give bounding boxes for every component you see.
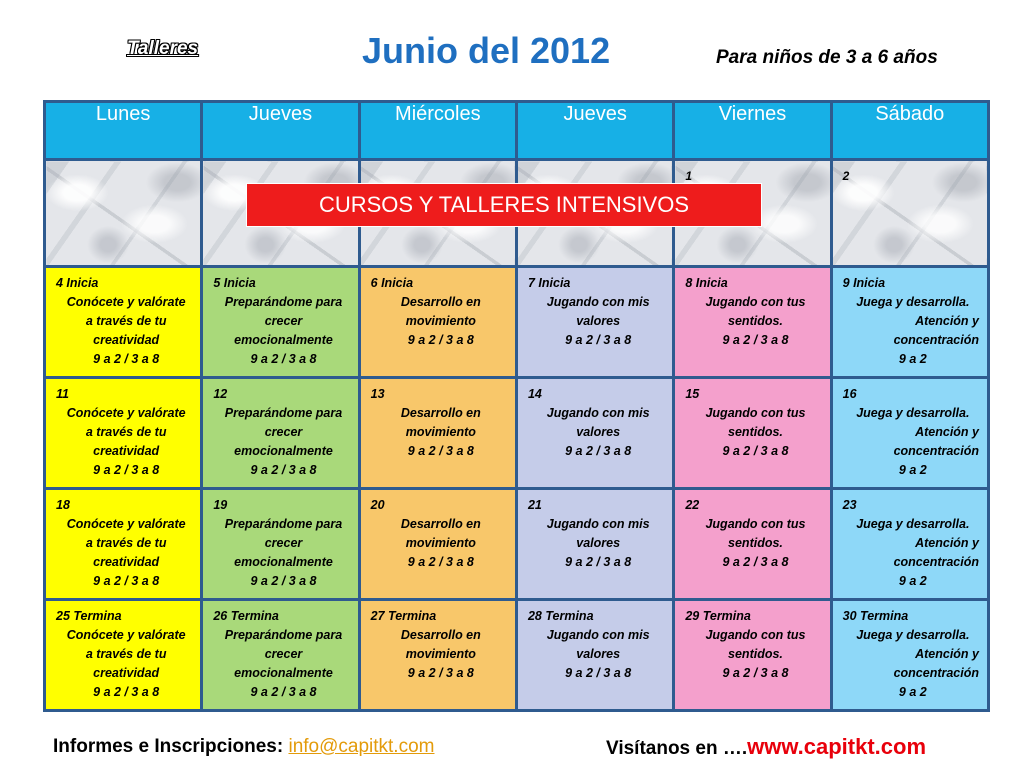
day-number: 19: [213, 498, 228, 512]
email-link[interactable]: info@capitkt.com: [288, 736, 435, 757]
workshop-text: Desarrollo en: [400, 517, 481, 531]
workshop-schedule: 9 a 2 / 3 a 8: [722, 333, 789, 347]
day-number: 27 Termina: [370, 609, 437, 623]
day-cell: [516, 267, 673, 378]
workshop-text: concentración: [893, 555, 979, 569]
workshop-text: creatividad: [93, 333, 160, 347]
workshop-text: concentración: [893, 666, 979, 680]
day-number: 23: [842, 498, 857, 512]
workshop-schedule: 9 a 2 / 3 a 8: [565, 333, 632, 347]
day-cell: [831, 267, 988, 378]
talleres-tag: Talleres: [127, 38, 199, 59]
workshop-text: crecer: [264, 647, 303, 661]
workshop-schedule: 9 a 2 / 3 a 8: [407, 444, 474, 458]
workshop-text: Juega y desarrolla.: [856, 295, 970, 309]
workshop-text: Desarrollo en: [400, 406, 481, 420]
workshop-text: crecer: [264, 425, 303, 439]
workshop-schedule: 9 a 2 / 3 a 8: [250, 685, 317, 699]
page-title: Junio del 2012: [362, 30, 611, 71]
workshop-schedule: 9 a 2 / 3 a 8: [250, 574, 317, 588]
day-header-miercoles: Miércoles: [359, 102, 516, 160]
workshop-text: movimiento: [405, 425, 476, 439]
footer-visit: [606, 734, 926, 760]
day-cell: [359, 489, 516, 600]
day-number: 30 Termina: [842, 609, 909, 623]
workshop-schedule: 9 a 2: [898, 574, 927, 588]
day-cell: [831, 489, 988, 600]
workshop-text: emocionalmente: [234, 555, 333, 569]
day-number: 1: [685, 169, 692, 183]
workshop-text: sentidos.: [728, 425, 783, 439]
day-cell: [674, 489, 831, 600]
day-number: 2: [842, 169, 850, 183]
workshop-schedule: 9 a 2 / 3 a 8: [93, 574, 160, 588]
day-cell: [516, 600, 673, 711]
workshop-text: Juega y desarrolla.: [856, 517, 970, 531]
day-cell: [674, 267, 831, 378]
day-cell: [202, 600, 359, 711]
workshop-schedule: 9 a 2 / 3 a 8: [407, 666, 474, 680]
day-cell: [45, 489, 202, 600]
day-cell: [45, 267, 202, 378]
workshop-schedule: 9 a 2 / 3 a 8: [722, 444, 789, 458]
day-number: 21: [527, 498, 542, 512]
workshop-text: Conócete y valórate: [66, 406, 186, 420]
workshop-text: movimiento: [405, 536, 476, 550]
workshop-schedule: 9 a 2 / 3 a 8: [93, 685, 160, 699]
day-number: 11: [56, 387, 69, 401]
workshop-text: creatividad: [93, 444, 160, 458]
day-cell: [45, 600, 202, 711]
workshop-text: a través de tu: [85, 536, 167, 550]
calendar-row-week-2: [45, 378, 989, 489]
workshop-text: a través de tu: [85, 425, 167, 439]
day-cell: [45, 378, 202, 489]
day-number: 7 Inicia: [527, 276, 571, 290]
day-cell: [516, 378, 673, 489]
day-number: 26 Termina: [213, 609, 279, 623]
day-number: 29 Termina: [685, 609, 751, 623]
workshop-text: Juega y desarrolla.: [856, 406, 970, 420]
workshop-text: valores: [576, 536, 621, 550]
calendar-header-row: [45, 102, 989, 160]
workshop-text: movimiento: [405, 314, 476, 328]
workshop-schedule: 9 a 2 / 3 a 8: [407, 333, 474, 347]
day-number: 25 Termina: [56, 609, 122, 623]
footer-info: [53, 736, 434, 758]
day-number: 22: [685, 498, 700, 512]
day-cell: [359, 378, 516, 489]
workshop-schedule: 9 a 2: [898, 463, 927, 477]
workshop-text: Jugando con tus: [705, 628, 806, 642]
empty-cell: [45, 160, 202, 267]
workshop-text: creatividad: [93, 555, 160, 569]
workshop-text: Atención y: [915, 314, 979, 328]
workshop-text: Preparándome para: [224, 517, 343, 531]
day-header-jueves-2: Jueves: [516, 102, 673, 160]
day-number: 15: [685, 387, 700, 401]
day-number: 18: [56, 498, 70, 512]
workshop-text: emocionalmente: [234, 666, 333, 680]
workshop-text: Jugando con mis: [546, 517, 650, 531]
workshop-text: sentidos.: [728, 314, 783, 328]
day-header-jueves: Jueves: [202, 102, 359, 160]
day-cell: [202, 378, 359, 489]
workshop-text: valores: [576, 425, 621, 439]
workshop-text: concentración: [893, 444, 979, 458]
workshop-schedule: 9 a 2 / 3 a 8: [722, 555, 789, 569]
workshop-text: creatividad: [93, 666, 160, 680]
workshop-text: Jugando con mis: [546, 628, 650, 642]
workshop-text: Jugando con mis: [546, 295, 650, 309]
workshop-text: Conócete y valórate: [66, 628, 186, 642]
workshop-text: Conócete y valórate: [66, 517, 186, 531]
day-number: 16: [842, 387, 857, 401]
day-cell-2: [831, 160, 988, 267]
day-number: 5 Inicia: [213, 276, 256, 290]
calendar-row-week-4: [45, 600, 989, 711]
workshop-text: Jugando con mis: [546, 406, 650, 420]
day-number: 9 Inicia: [842, 276, 886, 290]
workshop-text: movimiento: [405, 647, 476, 661]
workshop-text: valores: [576, 314, 621, 328]
workshop-text: Desarrollo en: [400, 628, 481, 642]
workshop-text: Jugando con tus: [705, 295, 806, 309]
workshop-text: Desarrollo en: [400, 295, 481, 309]
website-link[interactable]: www.capitkt.com: [747, 734, 927, 759]
workshop-text: a través de tu: [85, 314, 167, 328]
day-cell: [516, 489, 673, 600]
day-cell: [831, 600, 988, 711]
workshop-text: Jugando con tus: [705, 406, 806, 420]
workshop-schedule: 9 a 2 / 3 a 8: [407, 555, 474, 569]
calendar-row-week-1: [45, 267, 989, 378]
workshop-text: Atención y: [915, 425, 979, 439]
day-cell: [831, 378, 988, 489]
day-cell: [359, 600, 516, 711]
workshop-schedule: 9 a 2 / 3 a 8: [565, 666, 632, 680]
day-number: 28 Termina: [527, 609, 594, 623]
day-header-sabado: Sábado: [831, 102, 988, 160]
workshop-text: Juega y desarrolla.: [856, 628, 970, 642]
day-cell: [202, 267, 359, 378]
visit-label: Visítanos en ….: [606, 738, 748, 759]
workshop-schedule: 9 a 2: [898, 352, 927, 366]
workshop-text: Jugando con tus: [705, 517, 806, 531]
day-number: 8 Inicia: [685, 276, 728, 290]
workshop-schedule: 9 a 2 / 3 a 8: [93, 463, 160, 477]
intensive-courses-banner: CURSOS Y TALLERES INTENSIVOS: [246, 183, 762, 227]
workshop-text: Preparándome para: [224, 628, 343, 642]
workshop-text: valores: [576, 647, 621, 661]
day-number: 20: [370, 498, 385, 512]
workshop-text: a través de tu: [85, 647, 167, 661]
day-number: 13: [370, 387, 385, 401]
workshop-text: sentidos.: [728, 536, 783, 550]
day-number: 6 Inicia: [370, 276, 414, 290]
day-number: 12: [213, 387, 228, 401]
workshop-text: concentración: [893, 333, 979, 347]
info-label: Informes e Inscripciones:: [53, 736, 289, 757]
day-cell: [674, 600, 831, 711]
workshop-schedule: 9 a 2: [898, 685, 927, 699]
calendar-row-week-3: [45, 489, 989, 600]
day-number: 4 Inicia: [56, 276, 99, 290]
workshop-text: Conócete y valórate: [66, 295, 186, 309]
workshop-schedule: 9 a 2 / 3 a 8: [250, 463, 317, 477]
workshop-text: crecer: [264, 536, 303, 550]
day-number: 14: [527, 387, 542, 401]
day-cell: [674, 378, 831, 489]
workshop-schedule: 9 a 2 / 3 a 8: [93, 352, 160, 366]
workshop-schedule: 9 a 2 / 3 a 8: [565, 444, 632, 458]
workshop-schedule: 9 a 2 / 3 a 8: [250, 352, 317, 366]
page-subtitle: Para niños de 3 a 6 años: [716, 47, 938, 68]
day-header-lunes: Lunes: [45, 102, 202, 160]
workshop-text: emocionalmente: [234, 444, 333, 458]
workshop-schedule: 9 a 2 / 3 a 8: [565, 555, 632, 569]
workshop-schedule: 9 a 2 / 3 a 8: [722, 666, 789, 680]
workshop-text: sentidos.: [728, 647, 783, 661]
day-cell: [359, 267, 516, 378]
workshop-text: emocionalmente: [234, 333, 333, 347]
workshop-text: Atención y: [915, 536, 979, 550]
day-cell: [202, 489, 359, 600]
workshop-text: Atención y: [915, 647, 979, 661]
day-header-viernes: Viernes: [674, 102, 831, 160]
workshop-text: Preparándome para: [224, 295, 343, 309]
workshop-text: crecer: [264, 314, 303, 328]
workshop-text: Preparándome para: [224, 406, 343, 420]
